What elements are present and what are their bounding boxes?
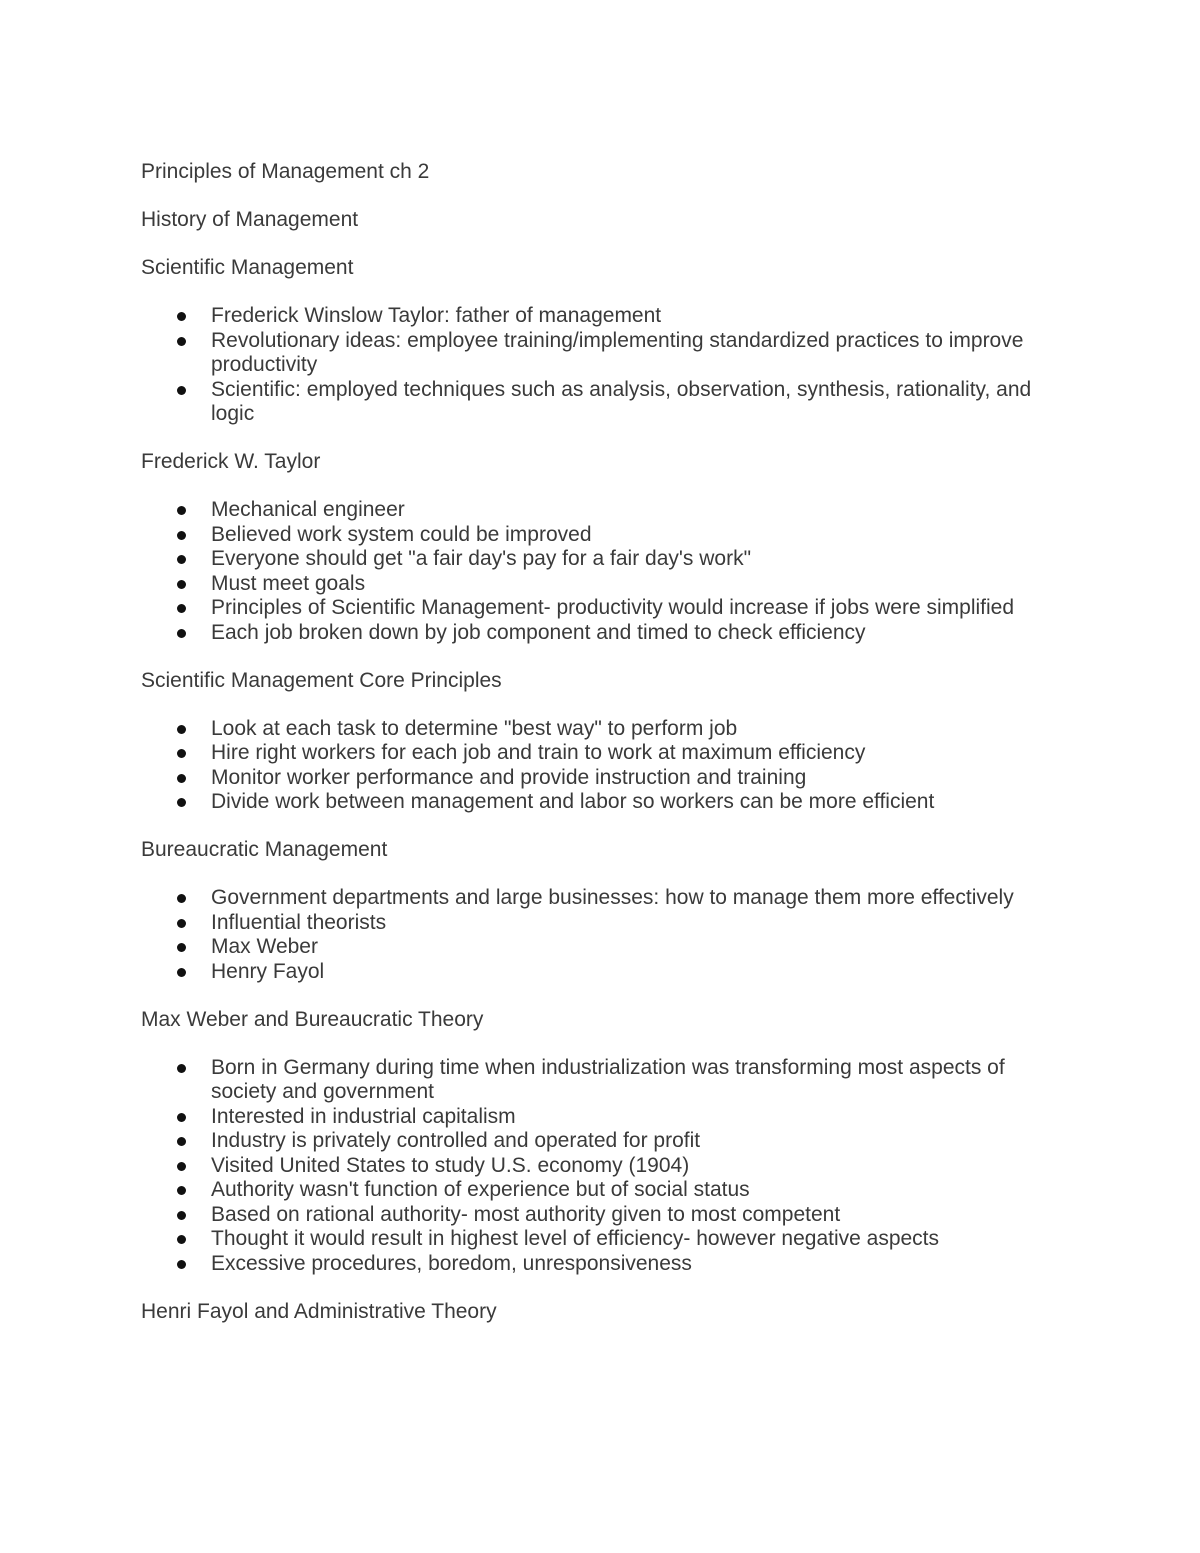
bullet-icon	[177, 629, 186, 638]
bullet-icon	[177, 1211, 186, 1220]
list-item	[141, 1252, 1041, 1277]
bullet-icon	[177, 943, 186, 952]
list-item	[141, 1178, 1041, 1203]
list-item-text: Henry Fayol	[211, 959, 325, 983]
list-item	[141, 596, 1041, 621]
document-sections	[141, 208, 1041, 1324]
bullet-icon	[177, 1186, 186, 1195]
section-heading: Max Weber and Bureaucratic Theory	[141, 1007, 484, 1031]
list-item-text: Mechanical engineer	[211, 498, 405, 521]
list-item	[141, 572, 1041, 597]
list-item	[141, 886, 1041, 911]
list-item-text: Look at each task to determine "best way" to perform job	[211, 716, 738, 740]
section-heading: Scientific Management Core Principles	[141, 668, 502, 692]
bullet-icon	[177, 725, 186, 734]
list-item-text: Visited United States to study U.S. economy (1904)	[211, 1153, 690, 1177]
list-item	[141, 935, 1041, 960]
list-item-text: Thought it would result in highest level of efficiency- however negative aspects	[211, 1227, 940, 1250]
list-item-text: Everyone should get "a fair day's pay for a fair day's work"	[211, 547, 752, 570]
list-item	[141, 717, 1041, 742]
bullet-icon	[177, 555, 186, 564]
list-item-text: Scientific: employed techniques such as analysis, observation, synthesis, rationality, and logic	[211, 377, 1032, 425]
list-item-text: Hire right workers for each job and train to work at maximum efficiency	[211, 741, 866, 764]
list-item	[141, 1056, 1041, 1105]
bullet-icon	[177, 337, 186, 346]
list-item	[141, 621, 1041, 646]
section-heading: Scientific Management	[141, 256, 354, 279]
list-item	[141, 304, 1041, 329]
bullet-list	[141, 304, 1041, 427]
bullet-list	[141, 1056, 1041, 1277]
list-item	[141, 741, 1041, 766]
list-item	[141, 498, 1041, 523]
list-item-text: Principles of Scientific Management- productivity would increase if jobs were simplified	[211, 596, 1015, 619]
bullet-icon	[177, 1064, 186, 1073]
list-item-text: Based on rational authority- most authority given to most competent	[211, 1202, 841, 1226]
list-item	[141, 547, 1041, 572]
section-heading: History of Management	[141, 208, 359, 231]
list-item-text: Government departments and large businesses: how to manage them more effectively	[211, 886, 1014, 909]
list-item	[141, 1203, 1041, 1228]
bullet-icon	[177, 1137, 186, 1146]
section-heading: Bureaucratic Management	[141, 838, 388, 861]
bullet-icon	[177, 580, 186, 589]
list-item-text: Authority wasn't function of experience but of social status	[211, 1178, 750, 1201]
bullet-icon	[177, 1113, 186, 1122]
bullet-icon	[177, 531, 186, 540]
bullet-list	[141, 886, 1041, 984]
list-item	[141, 329, 1041, 378]
list-item	[141, 1154, 1041, 1179]
list-item	[141, 523, 1041, 548]
list-item-text: Influential theorists	[211, 910, 387, 934]
list-item-text: Max Weber	[211, 935, 318, 958]
section-heading: Henri Fayol and Administrative Theory	[141, 1299, 497, 1323]
list-item-text: Revolutionary ideas: employee training/implementing standardized practices to improve productivity	[211, 328, 1024, 376]
bullet-icon	[177, 749, 186, 758]
list-item	[141, 790, 1041, 815]
list-item	[141, 766, 1041, 791]
document-title: Principles of Management ch 2	[141, 160, 430, 183]
list-item-text: Born in Germany during time when industrialization was transforming most aspects of society and government	[211, 1055, 1005, 1103]
bullet-icon	[177, 894, 186, 903]
bullet-icon	[177, 604, 186, 613]
bullet-icon	[177, 386, 186, 395]
document-page	[141, 160, 1041, 1348]
bullet-icon	[177, 919, 186, 928]
list-item	[141, 960, 1041, 985]
list-item-text: Frederick Winslow Taylor: father of management	[211, 304, 662, 327]
bullet-icon	[177, 506, 186, 515]
bullet-list	[141, 498, 1041, 645]
list-item-text: Interested in industrial capitalism	[211, 1104, 516, 1128]
list-item-text: Excessive procedures, boredom, unresponsiveness	[211, 1251, 692, 1275]
bullet-icon	[177, 312, 186, 321]
list-item	[141, 1105, 1041, 1130]
bullet-icon	[177, 774, 186, 783]
list-item-text: Industry is privately controlled and operated for profit	[211, 1129, 701, 1152]
bullet-icon	[177, 798, 186, 807]
list-item	[141, 378, 1041, 427]
list-item-text: Each job broken down by job component and timed to check efficiency	[211, 620, 866, 644]
bullet-icon	[177, 968, 186, 977]
list-item	[141, 1227, 1041, 1252]
bullet-icon	[177, 1235, 186, 1244]
bullet-icon	[177, 1162, 186, 1171]
list-item	[141, 911, 1041, 936]
list-item-text: Divide work between management and labor so workers can be more efficient	[211, 790, 935, 813]
list-item	[141, 1129, 1041, 1154]
list-item-text: Must meet goals	[211, 571, 366, 595]
list-item-text: Believed work system could be improved	[211, 522, 592, 546]
bullet-list	[141, 717, 1041, 815]
list-item-text: Monitor worker performance and provide instruction and training	[211, 765, 807, 789]
bullet-icon	[177, 1260, 186, 1269]
section-heading: Frederick W. Taylor	[141, 450, 321, 473]
